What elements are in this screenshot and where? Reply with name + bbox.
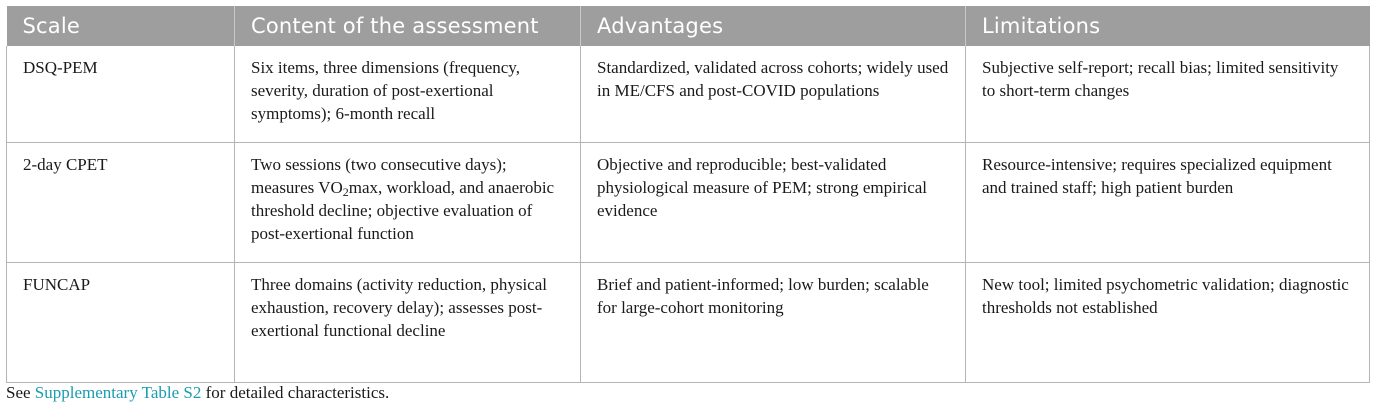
table-footnote: [6, 383, 389, 403]
header-content: Content of the assessment: [235, 6, 581, 46]
cell-limitations: Subjective self-report; recall bias; limited sensitivity to short-term changes: [966, 46, 1370, 143]
table-header: [7, 6, 1370, 46]
footnote-prefix: See: [6, 383, 31, 402]
cell-limitations: New tool; limited psychometric validation; diagnostic thresholds not established: [966, 263, 1370, 383]
footnote-suffix: for detailed characteristics.: [205, 383, 390, 402]
header-limitations: Limitations: [966, 6, 1370, 46]
cell-content: Six items, three dimensions (frequency, severity, duration of post-exertional symptoms); 6-month recall: [235, 46, 581, 143]
cell-content: [235, 143, 581, 263]
cell-limitations: Resource-intensive; requires specialized equipment and trained staff; high patient burden: [966, 143, 1370, 263]
table-body: [7, 46, 1370, 383]
cell-scale: FUNCAP: [7, 263, 235, 383]
cell-advantages: Standardized, validated across cohorts; widely used in ME/CFS and post-COVID populations: [581, 46, 966, 143]
cell-advantages: Objective and reproducible; best-validated physiological measure of PEM; strong empirical evidence: [581, 143, 966, 263]
cell-advantages: Brief and patient-informed; low burden; scalable for large-cohort monitoring: [581, 263, 966, 383]
header-scale: Scale: [7, 6, 235, 46]
header-row: [7, 6, 1370, 46]
cell-content: Three domains (activity reduction, physical exhaustion, recovery delay); assesses post-exertional functional decline: [235, 263, 581, 383]
table-row: [7, 143, 1370, 263]
content-text-post: max, workload, and anaerobic threshold decline; objective evaluation of post-exertional function: [251, 178, 555, 243]
content-subscript: 2: [342, 185, 349, 199]
table-row: [7, 263, 1370, 383]
content-text-pre: Two sessions (two consecutive days); measures VO: [251, 155, 507, 197]
table-row: [7, 46, 1370, 143]
assessment-table: [6, 6, 1370, 383]
cell-scale: 2-day CPET: [7, 143, 235, 263]
assessment-table-container: [6, 6, 1369, 383]
cell-scale: DSQ-PEM: [7, 46, 235, 143]
header-advantages: Advantages: [581, 6, 966, 46]
supplementary-table-link[interactable]: Supplementary Table S2: [34, 383, 202, 402]
